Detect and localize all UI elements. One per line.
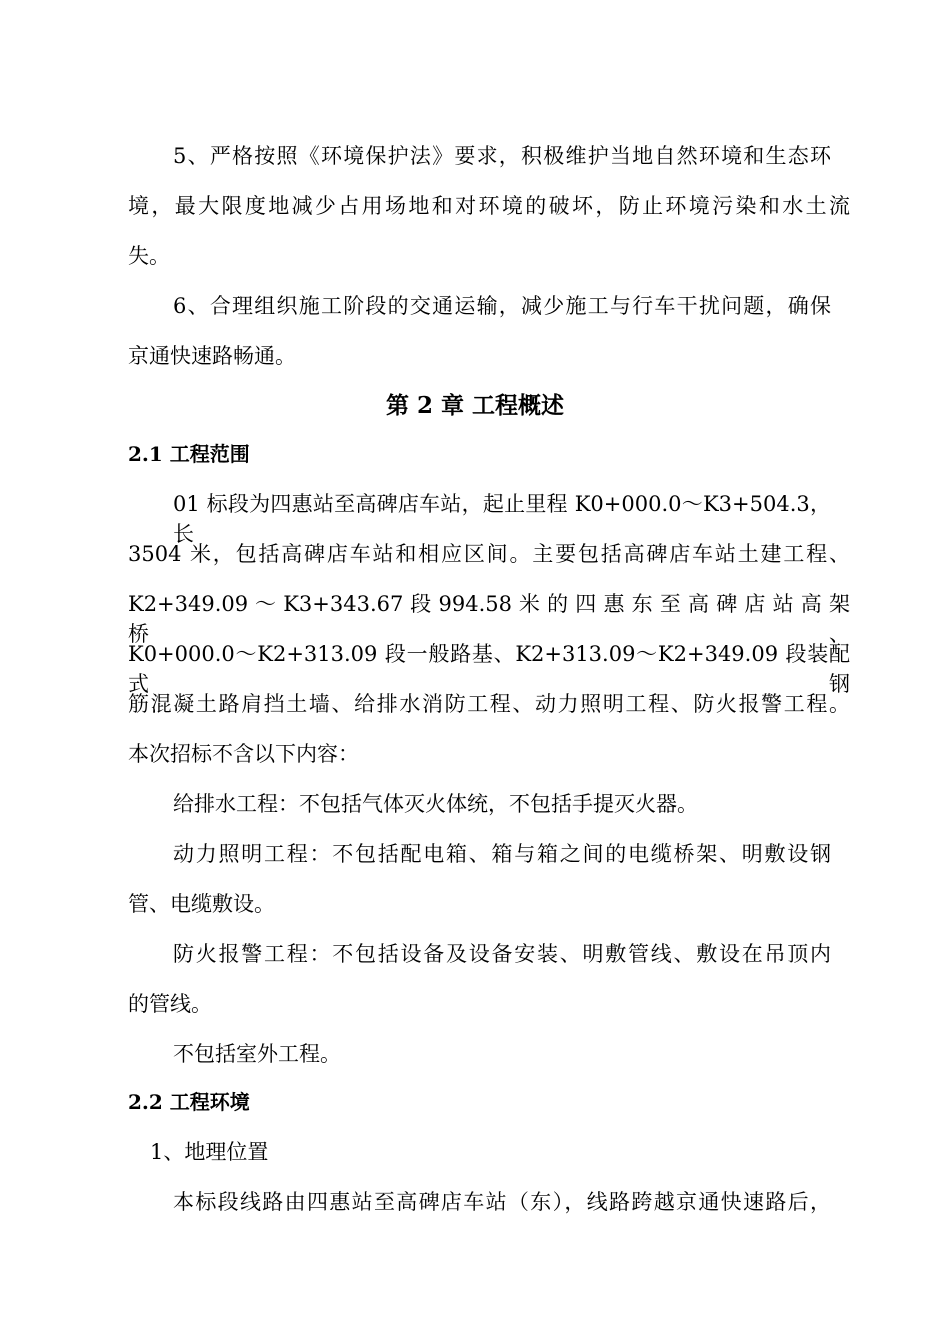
para5-line1: 5、严格按照《环境保护法》要求，积极维护当地自然环境和生态环 [173, 144, 831, 168]
para6-line2: 京通快速路畅通。 [128, 344, 296, 368]
item-geographic-location: 1、地理位置 [150, 1140, 269, 1164]
power-line2: 管、电缆敷设。 [128, 892, 275, 916]
location-text: 本标段线路由四惠站至高碑店车站（东），线路跨越京通快速路后， [173, 1190, 831, 1214]
section-2-2-heading: 2.2 工程环境 [128, 1090, 250, 1114]
power-line1: 动力照明工程：不包括配电箱、箱与箱之间的电缆桥架、明敷设钢 [173, 842, 831, 866]
para5-line3: 失。 [128, 244, 170, 268]
section-2-1-heading: 2.1 工程范围 [128, 442, 250, 466]
scope-line1: 01 标段为四惠站至高碑店车站，起止里程 K0+000.0～K3+504.3，长 [173, 492, 831, 546]
scope-line5: 筋混凝土路肩挡土墙、给排水消防工程、动力照明工程、防火报警工程。 [128, 692, 850, 716]
scope-line4: K0+000.0～K2+313.09 段一般路基、K2+313.09～K2+349.09 段装配式钢 [128, 642, 850, 696]
water-exclusion: 给排水工程：不包括气体灭火体统，不包括手提灭火器。 [173, 792, 698, 816]
scope-line6: 本次招标不含以下内容： [128, 742, 359, 766]
para6-line1: 6、合理组织施工阶段的交通运输，减少施工与行车干扰问题，确保 [173, 294, 831, 318]
chapter-title: 第 2 章 工程概述 [385, 392, 565, 419]
fire-line1: 防火报警工程：不包括设备及设备安装、明敷管线、敷设在吊顶内 [173, 942, 831, 966]
scope-line3: K2+349.09 ～ K3+343.67 段 994.58 米 的 四 惠 东 至 高 碑 店 站 高 架 桥 、 [128, 592, 850, 646]
para5-line2: 境，最大限度地减少占用场地和对环境的破坏，防止环境污染和水土流 [128, 194, 850, 218]
scope-line2: 3504 米，包括高碑店车站和相应区间。主要包括高碑店车站土建工程、 [128, 542, 850, 566]
outdoor-exclusion: 不包括室外工程。 [173, 1042, 341, 1066]
fire-line2: 的管线。 [128, 992, 212, 1016]
